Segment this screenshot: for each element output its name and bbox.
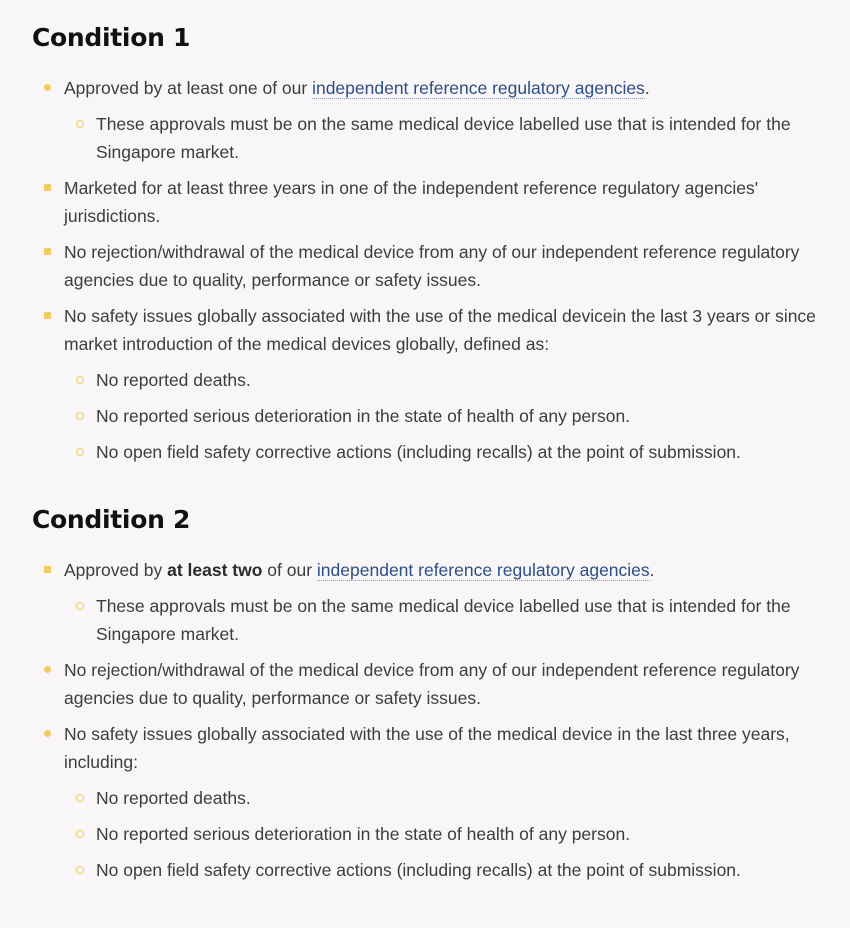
sub-list-item xyxy=(64,402,822,430)
list-item-text: Marketed for at least three years in one of the independent reference regulatory agencies' jurisdictions. xyxy=(64,178,759,226)
reference-agencies-link[interactable]: independent reference regulatory agencies xyxy=(312,78,645,98)
circle-bullet-icon xyxy=(76,448,84,456)
sub-list-item-text: No reported serious deterioration in the state of health of any person. xyxy=(96,406,631,426)
condition-2-heading: Condition 2 xyxy=(32,505,191,534)
content-area xyxy=(32,0,822,892)
condition-1-section xyxy=(32,20,822,466)
list-item xyxy=(32,656,822,712)
circle-bullet-icon xyxy=(76,602,84,610)
list-item xyxy=(32,74,822,166)
bullet-icon xyxy=(44,666,51,673)
sub-list-item-text: These approvals must be on the same medical device labelled use that is intended for the Singapore market. xyxy=(96,114,791,162)
sub-list-item xyxy=(64,784,822,812)
bullet-icon xyxy=(44,312,51,319)
sub-list xyxy=(64,110,822,166)
sub-list xyxy=(64,366,822,466)
emphasis-text: at least two xyxy=(167,560,263,580)
condition-1-list xyxy=(32,74,822,466)
list-item xyxy=(32,556,822,648)
circle-bullet-icon xyxy=(76,866,84,874)
sub-list-item-text: No open field safety corrective actions (including recalls) at the point of submission. xyxy=(96,442,741,462)
bullet-icon xyxy=(44,84,51,91)
list-item xyxy=(32,720,822,884)
bullet-icon xyxy=(44,184,51,191)
list-item-text: No safety issues globally associated with the use of the medical devicein the last 3 years or since market introduction of the medical devices globally, defined as: xyxy=(64,306,816,354)
list-item-text: Approved by xyxy=(64,560,168,580)
list-item-text: . xyxy=(649,560,655,580)
sub-list-item xyxy=(64,820,822,848)
list-item-text: No rejection/withdrawal of the medical device from any of our independent reference regulatory agencies due to quality, performance or safety issues. xyxy=(64,242,800,290)
sub-list-item xyxy=(64,110,822,166)
condition-2-section xyxy=(32,502,822,884)
sub-list-item xyxy=(64,366,822,394)
list-item xyxy=(32,302,822,466)
circle-bullet-icon xyxy=(76,830,84,838)
list-item-text: of our xyxy=(262,560,317,580)
bullet-icon xyxy=(44,248,51,255)
circle-bullet-icon xyxy=(76,412,84,420)
bullet-icon xyxy=(44,730,51,737)
sub-list-item-text: These approvals must be on the same medical device labelled use that is intended for the Singapore market. xyxy=(96,596,791,644)
list-item xyxy=(32,174,822,230)
sub-list-item xyxy=(64,856,822,884)
reference-agencies-link[interactable]: independent reference regulatory agencies xyxy=(316,560,650,580)
sub-list-item-text: No open field safety corrective actions (including recalls) at the point of submission. xyxy=(96,860,741,880)
list-item-text: No rejection/withdrawal of the medical device from any of our independent reference regulatory agencies due to quality, performance or safety issues. xyxy=(64,660,800,708)
list-item-text: . xyxy=(644,78,650,98)
condition-2-list xyxy=(32,556,822,884)
list-item-text: Approved by at least one of our xyxy=(64,78,313,98)
sub-list-item-text: No reported serious deterioration in the state of health of any person. xyxy=(96,824,631,844)
circle-bullet-icon xyxy=(76,120,84,128)
circle-bullet-icon xyxy=(76,376,84,384)
sub-list xyxy=(64,592,822,648)
bullet-icon xyxy=(44,566,51,573)
sub-list xyxy=(64,784,822,884)
condition-1-heading: Condition 1 xyxy=(32,23,191,52)
list-item-text: No safety issues globally associated with the use of the medical device in the last three years, including: xyxy=(64,724,790,772)
sub-list-item-text: No reported deaths. xyxy=(96,370,251,390)
list-item xyxy=(32,238,822,294)
sub-list-item xyxy=(64,438,822,466)
circle-bullet-icon xyxy=(76,794,84,802)
sub-list-item-text: No reported deaths. xyxy=(96,788,251,808)
sub-list-item xyxy=(64,592,822,648)
